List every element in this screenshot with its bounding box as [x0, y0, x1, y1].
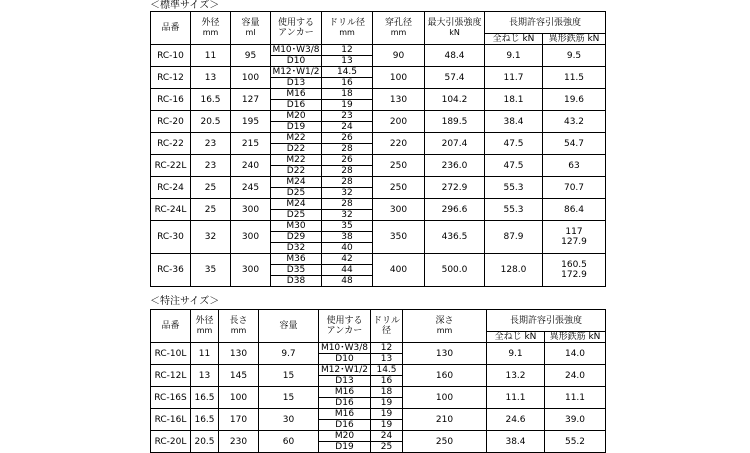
cell-drills	[371, 343, 403, 365]
cell-anchors-value: M10･W3/8	[320, 343, 369, 353]
cell-zen: 11.1	[487, 387, 545, 409]
cell-drills-value: 23	[341, 111, 353, 121]
cell-anchors-stack	[271, 221, 321, 253]
cell-ikei: 9.5	[543, 45, 606, 67]
cell-anchors-stack	[319, 431, 370, 452]
cell-len: 170	[219, 409, 259, 431]
cell-anchors	[271, 155, 322, 177]
cell-anchors	[271, 89, 322, 111]
table-row	[151, 45, 606, 67]
cell-depth: 210	[403, 409, 487, 431]
cell-anchors	[319, 365, 371, 387]
cell-id: RC-22L	[151, 155, 191, 177]
cell-zen: 47.5	[485, 133, 543, 155]
cell-ikei: 63	[543, 155, 606, 177]
cell-cap: 195	[231, 111, 271, 133]
cell-drills-value: 14.5	[376, 365, 397, 375]
header-fukasa	[403, 310, 487, 343]
cell-anchors-value: M16	[286, 89, 306, 99]
cell-od: 16.5	[191, 409, 219, 431]
cell-drills-value: 19	[380, 409, 393, 419]
cell-anchors	[271, 177, 322, 199]
cell-drills-value: 25	[371, 441, 402, 452]
cell-max: 48.4	[425, 45, 485, 67]
header-drill	[322, 12, 373, 45]
cell-len: 145	[219, 365, 259, 387]
cell-drills-value: 26	[341, 155, 353, 165]
header-drill-line1: ドリル	[372, 316, 400, 326]
cell-anchors-value: M12･W1/2	[272, 67, 320, 77]
cell-anchors-value: M16	[334, 387, 355, 397]
cell-anchors	[271, 45, 322, 67]
cell-drills-stack	[322, 221, 372, 253]
cell-od: 35	[191, 254, 231, 287]
cell-drills-value: 40	[322, 242, 372, 253]
cell-len: 100	[219, 387, 259, 409]
table-row	[151, 133, 606, 155]
cell-ikei: 54.7	[543, 133, 606, 155]
cell-cap: 127	[231, 89, 271, 111]
cell-drills	[322, 89, 373, 111]
cell-cap: 15	[259, 365, 319, 387]
cell-drills	[371, 431, 403, 453]
cell-hole: 100	[373, 67, 425, 89]
cell-drills-value: 14.5	[336, 67, 358, 77]
cell-ikei: 70.7	[543, 177, 606, 199]
cell-hole: 250	[373, 177, 425, 199]
table-header-row	[151, 12, 606, 34]
header-anchor-line1: 使用する	[277, 18, 314, 28]
special-size-title: ＜特注サイズ＞	[150, 296, 220, 307]
cell-hole: 90	[373, 45, 425, 67]
cell-drills-value: 44	[322, 264, 372, 275]
header-gaikei-label: 外径	[201, 18, 220, 28]
standard-size-title: ＜標準サイズ＞	[150, 0, 220, 11]
header-long-term: 長期許容引張強度	[485, 12, 606, 34]
cell-drills-stack	[322, 89, 372, 110]
header-youryou-label: 容量	[241, 18, 260, 28]
table-row	[151, 89, 606, 111]
header-drill-unit: mm	[339, 28, 355, 37]
cell-drills-value: 26	[341, 133, 353, 143]
cell-anchors-stack	[271, 177, 321, 198]
cell-drills	[322, 133, 373, 155]
cell-od: 23	[191, 133, 231, 155]
table-row	[151, 177, 606, 199]
cell-ikei	[543, 221, 606, 254]
header-nagasa	[219, 310, 259, 343]
cell-drills-value: 28	[341, 177, 353, 187]
cell-drills-value: 19	[371, 397, 402, 408]
cell-ikei-line: 160.5	[561, 260, 587, 270]
cell-hole: 220	[373, 133, 425, 155]
cell-len: 130	[219, 343, 259, 365]
header-ikei: 異形鉄筋 kN	[545, 332, 606, 343]
cell-zen: 11.7	[485, 67, 543, 89]
cell-drills-value: 19	[371, 419, 402, 430]
cell-drills-stack	[371, 387, 402, 408]
header-senkou	[373, 12, 425, 45]
cell-anchors	[271, 221, 322, 254]
cell-zen: 38.4	[485, 111, 543, 133]
cell-ikei: 39.0	[545, 409, 606, 431]
table-row	[151, 254, 606, 287]
cell-depth: 250	[403, 431, 487, 453]
cell-drills-value: 18	[341, 89, 353, 99]
cell-drills-value: 28	[322, 165, 372, 176]
cell-drills-value: 48	[322, 275, 372, 286]
header-drill-line2: 径	[381, 326, 391, 336]
table-row	[151, 409, 606, 431]
cell-depth: 130	[403, 343, 487, 365]
cell-drills-value: 24	[322, 121, 372, 132]
cell-ikei: 43.2	[543, 111, 606, 133]
cell-cap: 95	[231, 45, 271, 67]
cell-anchors-value: D25	[271, 187, 321, 198]
cell-drills	[322, 111, 373, 133]
header-hinban: 品番	[151, 310, 191, 343]
cell-anchors-value: M20	[334, 431, 355, 441]
cell-anchors-stack	[271, 199, 321, 220]
header-senkou-unit: mm	[390, 28, 407, 37]
cell-ikei: 86.4	[543, 199, 606, 221]
header-youryou-unit: ml	[245, 28, 256, 37]
header-max-strength-unit: kN	[449, 28, 460, 37]
cell-max: 296.6	[425, 199, 485, 221]
cell-drills-stack	[322, 133, 372, 154]
cell-drills	[322, 67, 373, 89]
cell-anchors-value: M24	[286, 199, 306, 209]
cell-anchors	[271, 67, 322, 89]
header-fukasa-unit: mm	[436, 326, 453, 335]
header-gaikei-unit: mm	[202, 28, 219, 37]
cell-cap: 30	[259, 409, 319, 431]
table-row	[151, 67, 606, 89]
cell-cap: 300	[231, 199, 271, 221]
cell-drills-value: 16	[322, 77, 372, 88]
header-drill-label: ドリル径	[328, 18, 365, 28]
cell-anchors-value: D35	[271, 264, 321, 275]
cell-zen: 9.1	[487, 343, 545, 365]
cell-drills	[322, 254, 373, 287]
header-gaikei-unit: mm	[196, 326, 213, 335]
cell-max: 57.4	[425, 67, 485, 89]
cell-anchors-stack	[271, 45, 321, 66]
header-nagasa-label: 長さ	[229, 316, 248, 326]
cell-drills-value: 28	[322, 143, 372, 154]
cell-drills-stack	[322, 199, 372, 220]
header-anchor-line1: 使用する	[326, 316, 363, 326]
cell-od: 16.5	[191, 387, 219, 409]
cell-anchors-value: M16	[334, 409, 355, 419]
cell-anchors-value: D19	[271, 121, 321, 132]
cell-anchors-value: D32	[271, 242, 321, 253]
cell-cap: 245	[231, 177, 271, 199]
cell-cap: 60	[259, 431, 319, 453]
cell-cap: 240	[231, 155, 271, 177]
table-row	[151, 343, 606, 365]
cell-zen: 47.5	[485, 155, 543, 177]
cell-zen: 18.1	[485, 89, 543, 111]
cell-anchors-stack	[271, 89, 321, 110]
cell-ikei-line: 172.9	[561, 270, 587, 280]
header-zen-neji: 全ねじ kN	[485, 34, 543, 45]
cell-anchors-stack	[271, 133, 321, 154]
header-nagasa-unit: mm	[230, 326, 247, 335]
cell-cap: 300	[231, 254, 271, 287]
cell-max: 189.5	[425, 111, 485, 133]
cell-id: RC-12	[151, 67, 191, 89]
cell-id: RC-24L	[151, 199, 191, 221]
cell-anchors-stack	[319, 387, 370, 408]
header-ikei: 異形鉄筋 kN	[543, 34, 606, 45]
cell-anchors-stack	[271, 67, 321, 88]
cell-zen: 87.9	[485, 221, 543, 254]
cell-max: 436.5	[425, 221, 485, 254]
header-anchor-line2: アンカー	[278, 28, 314, 38]
cell-drills-value: 16	[371, 375, 402, 386]
cell-drills-stack	[322, 67, 372, 88]
cell-anchors-value: D10	[271, 55, 321, 66]
header-gaikei	[191, 310, 219, 343]
cell-anchors-value: M30	[286, 221, 306, 231]
cell-drills-value: 32	[322, 209, 372, 220]
cell-drills-stack	[322, 155, 372, 176]
cell-hole: 300	[373, 199, 425, 221]
table-row	[151, 365, 606, 387]
cell-drills	[371, 387, 403, 409]
cell-drills-value: 13	[322, 55, 372, 66]
header-max-strength-label: 最大引張強度	[427, 18, 482, 28]
cell-cap: 9.7	[259, 343, 319, 365]
cell-anchors	[319, 431, 371, 453]
cell-max: 207.4	[425, 133, 485, 155]
cell-id: RC-20L	[151, 431, 191, 453]
cell-od: 13	[191, 67, 231, 89]
cell-drills	[322, 221, 373, 254]
cell-hole: 250	[373, 155, 425, 177]
cell-hole: 200	[373, 111, 425, 133]
cell-drills-value: 24	[380, 431, 393, 441]
header-gaikei-label: 外径	[195, 316, 214, 326]
cell-anchors-value: D16	[319, 397, 370, 408]
cell-cap: 15	[259, 387, 319, 409]
cell-drills-stack	[371, 365, 402, 386]
header-hinban: 品番	[151, 12, 191, 45]
cell-ikei: 24.0	[545, 365, 606, 387]
table-row	[151, 111, 606, 133]
header-anchor-line2: アンカー	[326, 326, 363, 336]
cell-od: 16.5	[191, 89, 231, 111]
cell-anchors-value: M22	[286, 133, 306, 143]
cell-drills-value: 19	[322, 99, 372, 110]
cell-drills-stack	[371, 431, 402, 452]
cell-anchors-value: D13	[271, 77, 321, 88]
cell-od: 32	[191, 221, 231, 254]
cell-drills-stack	[322, 254, 372, 286]
cell-id: RC-12L	[151, 365, 191, 387]
cell-anchors-value: M36	[286, 254, 306, 264]
cell-ikei: 11.5	[543, 67, 606, 89]
cell-id: RC-22	[151, 133, 191, 155]
cell-drills	[371, 365, 403, 387]
cell-drills	[371, 409, 403, 431]
cell-id: RC-24	[151, 177, 191, 199]
cell-hole: 400	[373, 254, 425, 287]
cell-max: 104.2	[425, 89, 485, 111]
cell-id: RC-16S	[151, 387, 191, 409]
header-gaikei	[191, 12, 231, 45]
cell-drills-value: 12	[341, 45, 353, 55]
cell-anchors	[271, 254, 322, 287]
cell-drills-stack	[371, 409, 402, 430]
cell-max: 236.0	[425, 155, 485, 177]
cell-id: RC-16	[151, 89, 191, 111]
cell-od: 23	[191, 155, 231, 177]
cell-anchors	[271, 199, 322, 221]
cell-id: RC-10L	[151, 343, 191, 365]
cell-ikei: 55.2	[545, 431, 606, 453]
cell-anchors-stack	[271, 254, 321, 286]
cell-drills-stack	[371, 343, 402, 364]
cell-drills-stack	[322, 111, 372, 132]
cell-id: RC-20	[151, 111, 191, 133]
cell-ikei: 19.6	[543, 89, 606, 111]
cell-depth: 100	[403, 387, 487, 409]
header-anchor	[319, 310, 371, 343]
cell-zen: 9.1	[485, 45, 543, 67]
cell-anchors	[319, 343, 371, 365]
cell-anchors	[271, 111, 322, 133]
cell-zen: 55.3	[485, 199, 543, 221]
cell-od: 11	[191, 45, 231, 67]
cell-anchors-value: D38	[271, 275, 321, 286]
cell-len: 230	[219, 431, 259, 453]
cell-id: RC-16L	[151, 409, 191, 431]
cell-ikei-line: 127.9	[561, 237, 587, 247]
header-anchor	[271, 12, 322, 45]
cell-anchors-stack	[319, 365, 370, 386]
cell-anchors-value: M24	[286, 177, 306, 187]
cell-anchors-value: D19	[319, 441, 370, 452]
cell-anchors	[319, 387, 371, 409]
cell-ikei: 11.1	[545, 387, 606, 409]
cell-cap: 300	[231, 221, 271, 254]
cell-max: 272.9	[425, 177, 485, 199]
table-header-row	[151, 310, 606, 332]
cell-hole: 350	[373, 221, 425, 254]
cell-od: 25	[191, 177, 231, 199]
cell-anchors	[271, 133, 322, 155]
cell-anchors-value: M20	[286, 111, 306, 121]
cell-ikei-line: 117	[565, 227, 583, 237]
cell-anchors	[319, 409, 371, 431]
cell-anchors-stack	[271, 155, 321, 176]
cell-od: 20.5	[191, 111, 231, 133]
cell-drills-stack	[322, 45, 372, 66]
table-row	[151, 155, 606, 177]
cell-anchors-value: M10･W3/8	[272, 45, 320, 55]
cell-drills-value: 28	[341, 199, 353, 209]
cell-drills-value: 13	[371, 353, 402, 364]
cell-anchors-value: D29	[271, 231, 321, 242]
cell-drills	[322, 45, 373, 67]
cell-anchors-stack	[319, 343, 370, 364]
cell-drills-value: 35	[341, 221, 353, 231]
cell-anchors-value: D22	[271, 143, 321, 154]
header-zen-neji: 全ねじ kN	[487, 332, 545, 343]
cell-zen: 13.2	[487, 365, 545, 387]
standard-size-table-body	[151, 12, 606, 287]
table-row	[151, 387, 606, 409]
header-long-term: 長期許容引張強度	[487, 310, 606, 332]
cell-anchors-value: D10	[319, 353, 370, 364]
cell-anchors-value: M22	[286, 155, 306, 165]
table-row	[151, 431, 606, 453]
cell-anchors-value: D25	[271, 209, 321, 220]
cell-od: 13	[191, 365, 219, 387]
cell-zen: 38.4	[487, 431, 545, 453]
cell-drills-value: 42	[341, 254, 353, 264]
cell-drills-value: 12	[380, 343, 393, 353]
cell-ikei: 14.0	[545, 343, 606, 365]
cell-drills-stack	[322, 177, 372, 198]
cell-cap: 100	[231, 67, 271, 89]
standard-size-table	[150, 11, 606, 287]
cell-anchors-value: M12･W1/2	[320, 365, 369, 375]
cell-anchors-stack	[271, 111, 321, 132]
special-size-table-body	[151, 310, 606, 453]
cell-zen: 55.3	[485, 177, 543, 199]
cell-zen: 128.0	[485, 254, 543, 287]
cell-od: 20.5	[191, 431, 219, 453]
cell-cap: 215	[231, 133, 271, 155]
cell-od: 25	[191, 199, 231, 221]
cell-max: 500.0	[425, 254, 485, 287]
cell-hole: 130	[373, 89, 425, 111]
cell-drills	[322, 155, 373, 177]
table-row	[151, 221, 606, 254]
header-youryou: 容量	[259, 310, 319, 343]
cell-drills	[322, 199, 373, 221]
header-fukasa-label: 深さ	[435, 316, 454, 326]
header-drill	[371, 310, 403, 343]
table-row	[151, 199, 606, 221]
header-youryou	[231, 12, 271, 45]
cell-drills-value: 38	[322, 231, 372, 242]
cell-id: RC-36	[151, 254, 191, 287]
header-senkou-label: 穿孔径	[384, 18, 412, 28]
cell-anchors-value: D22	[271, 165, 321, 176]
cell-anchors-value: D16	[319, 419, 370, 430]
cell-drills-value: 18	[380, 387, 393, 397]
cell-anchors-value: D13	[319, 375, 370, 386]
cell-anchors-value: D16	[271, 99, 321, 110]
cell-id: RC-10	[151, 45, 191, 67]
cell-drills	[322, 177, 373, 199]
cell-anchors-stack	[319, 409, 370, 430]
cell-ikei	[543, 254, 606, 287]
cell-od: 11	[191, 343, 219, 365]
cell-id: RC-30	[151, 221, 191, 254]
header-max-strength	[425, 12, 485, 45]
cell-depth: 160	[403, 365, 487, 387]
cell-zen: 24.6	[487, 409, 545, 431]
cell-drills-value: 32	[322, 187, 372, 198]
special-size-table	[150, 309, 606, 453]
